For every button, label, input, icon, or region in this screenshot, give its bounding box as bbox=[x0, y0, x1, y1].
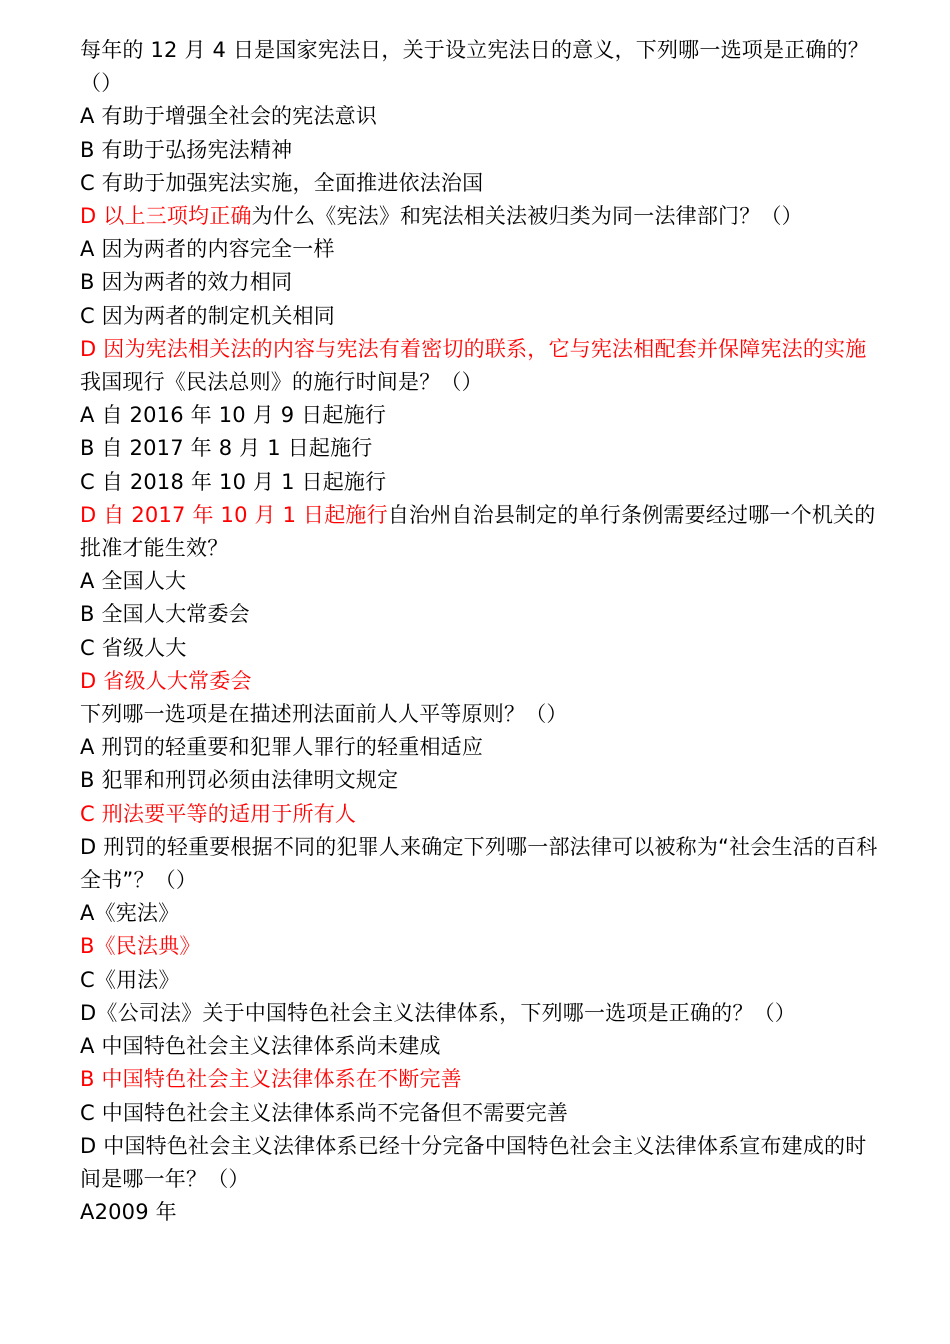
option-line bbox=[80, 1097, 880, 1130]
option-line bbox=[80, 1196, 880, 1229]
q2-option-b: B 因为两者的效力相同 bbox=[80, 270, 293, 295]
question-5: 下列哪一选项是在描述刑法面前人人平等原则？（） bbox=[80, 702, 568, 727]
q6-option-d: D《公司法》 bbox=[80, 1000, 203, 1025]
option-line bbox=[80, 665, 880, 698]
option-line bbox=[80, 300, 880, 333]
q8-option-a: A2009 年 bbox=[80, 1200, 177, 1225]
question-3: 我国现行《民法总则》的施行时间是？（） bbox=[80, 370, 483, 395]
q3-option-d-answer: D 自 2017 年 10 月 1 日起施行 bbox=[80, 502, 388, 527]
q3-option-b: B 自 2017 年 8 月 1 日起施行 bbox=[80, 436, 373, 461]
q1-option-a: A 有助于增强全社会的宪法意识 bbox=[80, 104, 378, 129]
option-line bbox=[80, 964, 880, 997]
q7-option-b-answer: B 中国特色社会主义法律体系在不断完善 bbox=[80, 1067, 462, 1092]
answer-and-question-line bbox=[80, 200, 880, 233]
q1-option-c: C 有助于加强宪法实施，全面推进依法治国 bbox=[80, 170, 484, 195]
option-and-question-line bbox=[80, 997, 880, 1030]
option-line bbox=[80, 167, 880, 200]
option-line bbox=[80, 798, 880, 831]
q2-option-a: A 因为两者的内容完全一样 bbox=[80, 237, 335, 262]
option-line bbox=[80, 466, 880, 499]
q1-option-d-answer: D 以上三项均正确 bbox=[80, 204, 252, 229]
option-line bbox=[80, 930, 880, 963]
q5-option-b: B 犯罪和刑罚必须由法律明文规定 bbox=[80, 768, 399, 793]
q2-option-c: C 因为两者的制定机关相同 bbox=[80, 303, 335, 328]
document-body bbox=[80, 34, 880, 1229]
q4-option-c: C 省级人大 bbox=[80, 635, 187, 660]
option-line bbox=[80, 598, 880, 631]
option-and-question-line bbox=[80, 1130, 880, 1196]
q7-option-c: C 中国特色社会主义法律体系尚不完备但不需要完善 bbox=[80, 1100, 569, 1125]
q4-option-d-answer: D 省级人大常委会 bbox=[80, 668, 252, 693]
q6-option-a: A《宪法》 bbox=[80, 901, 180, 926]
q6-option-b-answer: B《民法典》 bbox=[80, 934, 201, 959]
q4-option-b: B 全国人大常委会 bbox=[80, 602, 250, 627]
option-line bbox=[80, 432, 880, 465]
question-1: 每年的 12 月 4 日是国家宪法日，关于设立宪法日的意义，下列哪一选项是正确的？（） bbox=[80, 38, 869, 96]
q7-option-a: A 中国特色社会主义法律体系尚未建成 bbox=[80, 1034, 441, 1059]
question-text bbox=[80, 34, 880, 100]
q5-option-a: A 刑罚的轻重要和犯罪人罪行的轻重相适应 bbox=[80, 735, 484, 760]
q5-option-c-answer: C 刑法要平等的适用于所有人 bbox=[80, 801, 357, 826]
q2-option-d-answer: D 因为宪法相关法的内容与宪法有着密切的联系，它与宪法相配套并保障宪法的实施 bbox=[80, 336, 867, 361]
option-line bbox=[80, 632, 880, 665]
q1-option-b: B 有助于弘扬宪法精神 bbox=[80, 137, 293, 162]
option-line bbox=[80, 100, 880, 133]
question-text bbox=[80, 698, 880, 731]
option-line bbox=[80, 1030, 880, 1063]
q3-option-a: A 自 2016 年 10 月 9 日起施行 bbox=[80, 403, 387, 428]
answer-and-question-line bbox=[80, 333, 880, 399]
q7-option-d: D 中国特色社会主义法律体系已经十分完备 bbox=[80, 1133, 485, 1158]
question-7: 关于中国特色社会主义法律体系，下列哪一选项是正确的？（） bbox=[202, 1000, 796, 1025]
option-line bbox=[80, 1063, 880, 1096]
question-2: 为什么《宪法》和宪法相关法被归类为同一法律部门？（） bbox=[251, 204, 803, 229]
option-line bbox=[80, 134, 880, 167]
option-line bbox=[80, 565, 880, 598]
option-and-question-line bbox=[80, 831, 880, 897]
q6-option-c: C《用法》 bbox=[80, 967, 180, 992]
option-line bbox=[80, 233, 880, 266]
option-line bbox=[80, 266, 880, 299]
option-line bbox=[80, 399, 880, 432]
option-line bbox=[80, 731, 880, 764]
q4-option-a: A 全国人大 bbox=[80, 569, 187, 594]
option-line bbox=[80, 764, 880, 797]
question-4: 自治州自治县制定的单行条例需要经过哪一个机关的批准才能生效？ bbox=[80, 502, 876, 561]
question-8: 中国特色社会主义法律体系宣布建成的时间是哪一年？（） bbox=[80, 1133, 867, 1191]
q5-option-d: D 刑罚的轻重要根据不同的犯罪人来确定 bbox=[80, 834, 464, 859]
q3-option-c: C 自 2018 年 10 月 1 日起施行 bbox=[80, 469, 387, 494]
answer-and-question-line bbox=[80, 499, 880, 565]
option-line bbox=[80, 897, 880, 930]
question-6: 下列哪一部法律可以被称为“社会生活的百科全书”？（） bbox=[80, 834, 878, 893]
